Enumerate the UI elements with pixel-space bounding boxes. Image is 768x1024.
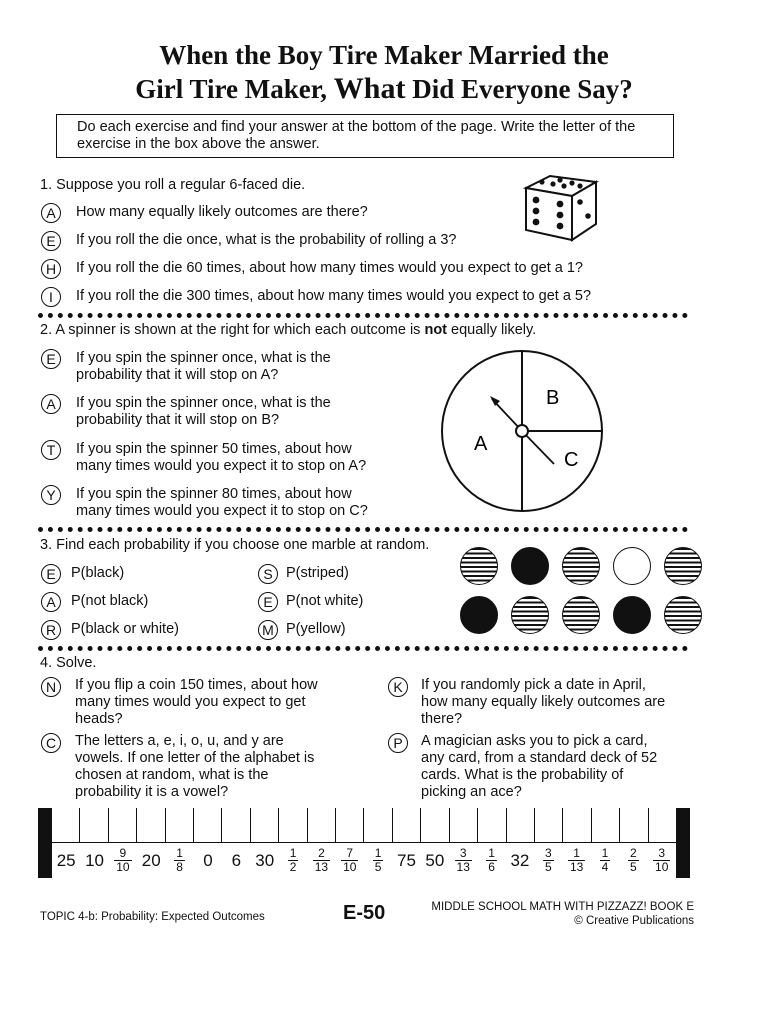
answer-value: 6 bbox=[231, 851, 242, 870]
spinner-label-a: A bbox=[474, 433, 488, 455]
fraction bbox=[341, 847, 358, 874]
answer-value bbox=[364, 847, 392, 874]
answer-letter-box[interactable] bbox=[592, 808, 620, 842]
answer-value bbox=[165, 847, 193, 874]
die-icon bbox=[520, 172, 602, 244]
answer-letter-circle: E bbox=[41, 349, 61, 369]
answer-value: 20 bbox=[141, 851, 161, 870]
answer-value bbox=[619, 847, 647, 874]
fraction bbox=[455, 847, 472, 874]
answer-letter-box[interactable] bbox=[535, 808, 563, 842]
footer-topic: TOPIC 4-b: Probability: Expected Outcomes bbox=[40, 911, 265, 923]
answer-value bbox=[449, 847, 477, 874]
fraction-numerator: 7 bbox=[341, 847, 358, 861]
spinner-label-b: B bbox=[546, 387, 560, 409]
section1-header: 1. Suppose you roll a regular 6-faced die. bbox=[40, 177, 306, 193]
fraction-denominator: 2 bbox=[289, 860, 297, 874]
question-line: chosen at random, what is the bbox=[75, 767, 269, 783]
question-line: If you flip a coin 150 times, about how bbox=[75, 677, 318, 693]
page-title bbox=[0, 38, 768, 106]
answer-letter-circle: P bbox=[388, 733, 408, 753]
question-text: If you roll the die 60 times, about how many times would you expect to get a 1? bbox=[76, 260, 583, 276]
fraction-numerator: 1 bbox=[601, 846, 609, 860]
section2-header bbox=[40, 322, 536, 339]
question-line: probability it is a vowel? bbox=[75, 784, 229, 800]
question-text bbox=[421, 733, 657, 801]
fraction-denominator: 6 bbox=[488, 860, 495, 874]
fraction-numerator: 1 bbox=[568, 847, 585, 861]
footer-credits bbox=[431, 900, 694, 928]
question-line: If you spin the spinner 50 times, about how bbox=[76, 441, 352, 457]
fraction-numerator: 1 bbox=[374, 846, 382, 860]
fraction bbox=[653, 847, 670, 874]
answer-letter-circle: C bbox=[41, 733, 61, 753]
question-text: P(black) bbox=[71, 565, 125, 581]
answer-value: 30 bbox=[255, 851, 275, 870]
marble-black bbox=[460, 596, 498, 634]
answer-letter-circle: T bbox=[41, 440, 61, 460]
answer-letter-circle: N bbox=[41, 677, 61, 697]
answer-letter-circle: E bbox=[41, 231, 61, 251]
answer-letter-box[interactable] bbox=[620, 808, 648, 842]
fraction-numerator: 1 bbox=[488, 846, 495, 860]
answer-letter-circle: E bbox=[41, 564, 61, 584]
section2-header-tail: equally likely. bbox=[451, 322, 537, 338]
question-text bbox=[421, 677, 665, 728]
question-line: many times would you expect it to stop on A? bbox=[76, 458, 367, 474]
question-text: P(not white) bbox=[286, 593, 364, 609]
marble-striped bbox=[562, 596, 600, 634]
fraction-denominator: 10 bbox=[655, 860, 669, 874]
answer-letter-box[interactable] bbox=[393, 808, 421, 842]
title-line-2b: What bbox=[333, 72, 406, 105]
fraction bbox=[313, 847, 330, 874]
section2-header-text: 2. A spinner is shown at the right for which each outcome is bbox=[40, 322, 421, 338]
fraction-denominator: 13 bbox=[569, 860, 584, 874]
footer-copyright: © Creative Publications bbox=[574, 915, 694, 927]
marble-striped bbox=[460, 547, 498, 585]
question-line: If you spin the spinner once, what is the bbox=[76, 395, 331, 411]
answer-letter-box[interactable] bbox=[507, 808, 535, 842]
answer-letter-box[interactable] bbox=[166, 808, 194, 842]
question-text: P(yellow) bbox=[286, 621, 346, 637]
answer-letter-box[interactable] bbox=[52, 808, 80, 842]
question-text: How many equally likely outcomes are there? bbox=[76, 204, 368, 220]
answer-value bbox=[279, 847, 307, 874]
fraction-numerator: 3 bbox=[544, 846, 552, 860]
answer-values bbox=[52, 842, 676, 878]
page-number: E-50 bbox=[343, 902, 386, 924]
question-text bbox=[76, 350, 331, 384]
answer-letter-circle: A bbox=[41, 592, 61, 612]
answer-letter-box[interactable] bbox=[563, 808, 591, 842]
answer-value: 50 bbox=[425, 851, 445, 870]
fraction-numerator: 2 bbox=[630, 846, 637, 860]
title-line-2 bbox=[0, 72, 768, 106]
fraction-denominator: 5 bbox=[630, 860, 637, 874]
fraction-numerator: 2 bbox=[313, 847, 330, 861]
answer-letter-box[interactable] bbox=[421, 808, 449, 842]
answer-letter-box[interactable] bbox=[308, 808, 336, 842]
question-line: If you spin the spinner 80 times, about how bbox=[76, 486, 352, 502]
question-line: heads? bbox=[75, 711, 123, 727]
fraction-denominator: 5 bbox=[374, 860, 382, 874]
fraction bbox=[373, 847, 384, 874]
answer-letter-box[interactable] bbox=[251, 808, 279, 842]
fraction bbox=[568, 847, 585, 874]
section3-header: 3. Find each probability if you choose one marble at random. bbox=[40, 537, 430, 553]
spinner-label-c: C bbox=[564, 449, 579, 471]
answer-strip-inner bbox=[51, 808, 677, 878]
fraction-numerator: 9 bbox=[114, 847, 131, 861]
section4-header: 4. Solve. bbox=[40, 655, 97, 671]
answer-letter-box[interactable] bbox=[450, 808, 478, 842]
fraction bbox=[600, 847, 611, 874]
question-text: If you roll the die once, what is the probability of rolling a 3? bbox=[76, 232, 457, 248]
marble-striped bbox=[511, 596, 549, 634]
fraction bbox=[628, 847, 639, 874]
question-line: any card, from a standard deck of 52 bbox=[421, 750, 658, 766]
answer-value bbox=[648, 847, 676, 874]
fraction-denominator: 8 bbox=[176, 860, 183, 874]
question-line: there? bbox=[421, 711, 463, 727]
section2-header-bold: not bbox=[424, 322, 448, 338]
answer-value bbox=[591, 847, 619, 874]
question-text bbox=[76, 441, 366, 475]
answer-value bbox=[307, 847, 335, 874]
fraction-denominator: 10 bbox=[116, 860, 130, 874]
answer-letter-box[interactable] bbox=[279, 808, 307, 842]
answer-letter-circle: M bbox=[258, 620, 278, 640]
fraction-denominator: 13 bbox=[456, 860, 470, 874]
title-line-2c: Did Everyone Say? bbox=[412, 74, 633, 104]
question-line: many times would you expect to get bbox=[75, 694, 306, 710]
fraction-numerator: 1 bbox=[176, 846, 183, 860]
question-line: vowels. If one letter of the alphabet is bbox=[75, 750, 315, 766]
answer-letter-circle: A bbox=[41, 394, 61, 414]
fraction-denominator: 5 bbox=[544, 860, 552, 874]
answer-letter-circle: S bbox=[258, 564, 278, 584]
question-text bbox=[75, 733, 314, 801]
question-line: picking an ace? bbox=[421, 784, 522, 800]
answer-strip bbox=[38, 808, 690, 878]
answer-value: 10 bbox=[85, 851, 104, 870]
fraction-numerator: 1 bbox=[289, 846, 297, 860]
question-line: cards. What is the probability of bbox=[421, 767, 624, 783]
answer-letter-box[interactable] bbox=[222, 808, 250, 842]
answer-letter-circle: H bbox=[41, 259, 61, 279]
answer-value bbox=[109, 847, 137, 874]
fraction-denominator: 10 bbox=[343, 860, 357, 874]
answer-value: 32 bbox=[510, 851, 530, 870]
title-line-2a: Girl Tire Maker, bbox=[135, 74, 328, 104]
answer-letter-box[interactable] bbox=[478, 808, 506, 842]
question-text bbox=[76, 486, 368, 520]
question-text: P(black or white) bbox=[71, 621, 179, 637]
section-divider bbox=[38, 527, 688, 532]
answer-value bbox=[562, 847, 590, 874]
fraction-denominator: 13 bbox=[314, 860, 329, 874]
question-text: P(not black) bbox=[71, 593, 149, 609]
answer-letter-circle: A bbox=[41, 203, 61, 223]
question-text bbox=[76, 395, 331, 429]
marble-white bbox=[613, 547, 651, 585]
answer-letter-box[interactable] bbox=[137, 808, 165, 842]
answer-letter-circle: Y bbox=[41, 485, 61, 505]
fraction-denominator: 4 bbox=[601, 860, 609, 874]
spinner-diagram bbox=[438, 350, 606, 515]
footer-book: MIDDLE SCHOOL MATH WITH PIZZAZZ! BOOK E bbox=[431, 901, 694, 913]
answer-value: 0 bbox=[203, 851, 213, 870]
question-line: how many equally likely outcomes are bbox=[421, 694, 666, 710]
answer-letter-box[interactable] bbox=[649, 808, 676, 842]
fraction-numerator: 3 bbox=[455, 847, 472, 861]
instructions-box: Do each exercise and find your answer at the bottom of the page. Write the letter of the exercise in the box above the answer. bbox=[56, 114, 674, 158]
marble-striped bbox=[562, 547, 600, 585]
answer-value: 75 bbox=[397, 851, 416, 870]
answer-letter-circle: I bbox=[41, 287, 61, 307]
fraction bbox=[288, 847, 299, 874]
answer-letter-box[interactable] bbox=[194, 808, 222, 842]
question-line: A magician asks you to pick a card, bbox=[421, 733, 648, 749]
answer-value bbox=[534, 847, 562, 874]
answer-letter-boxes bbox=[52, 808, 676, 842]
answer-letter-circle: R bbox=[41, 620, 61, 640]
question-line: If you spin the spinner once, what is the bbox=[76, 350, 331, 366]
fraction bbox=[114, 847, 131, 874]
marble-black bbox=[613, 596, 651, 634]
fraction bbox=[174, 847, 185, 874]
marble-striped bbox=[664, 596, 702, 634]
answer-letter-box[interactable] bbox=[336, 808, 364, 842]
question-line: The letters a, e, i, o, u, and y are bbox=[75, 733, 284, 749]
answer-letter-circle: K bbox=[388, 677, 408, 697]
question-line: If you randomly pick a date in April, bbox=[421, 677, 646, 693]
question-line: probability that it will stop on B? bbox=[76, 412, 280, 428]
answer-letter-circle: E bbox=[258, 592, 278, 612]
title-line-1: When the Boy Tire Maker Married the bbox=[159, 40, 609, 70]
question-text: P(striped) bbox=[286, 565, 349, 581]
section-divider bbox=[38, 646, 688, 651]
question-line: probability that it will stop on A? bbox=[76, 367, 279, 383]
fraction bbox=[543, 847, 554, 874]
answer-letter-box[interactable] bbox=[80, 808, 108, 842]
answer-letter-box[interactable] bbox=[109, 808, 137, 842]
answer-value bbox=[477, 847, 505, 874]
question-line: many times would you expect it to stop on C? bbox=[76, 503, 368, 519]
fraction bbox=[486, 847, 497, 874]
question-text bbox=[75, 677, 318, 728]
fraction-numerator: 3 bbox=[653, 847, 670, 861]
section-divider bbox=[38, 313, 688, 318]
question-text: If you roll the die 300 times, about how many times would you expect to get a 5? bbox=[76, 288, 592, 304]
marble-black bbox=[511, 547, 549, 585]
answer-letter-box[interactable] bbox=[364, 808, 392, 842]
answer-value bbox=[336, 847, 364, 874]
answer-value: 25 bbox=[56, 851, 76, 870]
marble-striped bbox=[664, 547, 702, 585]
